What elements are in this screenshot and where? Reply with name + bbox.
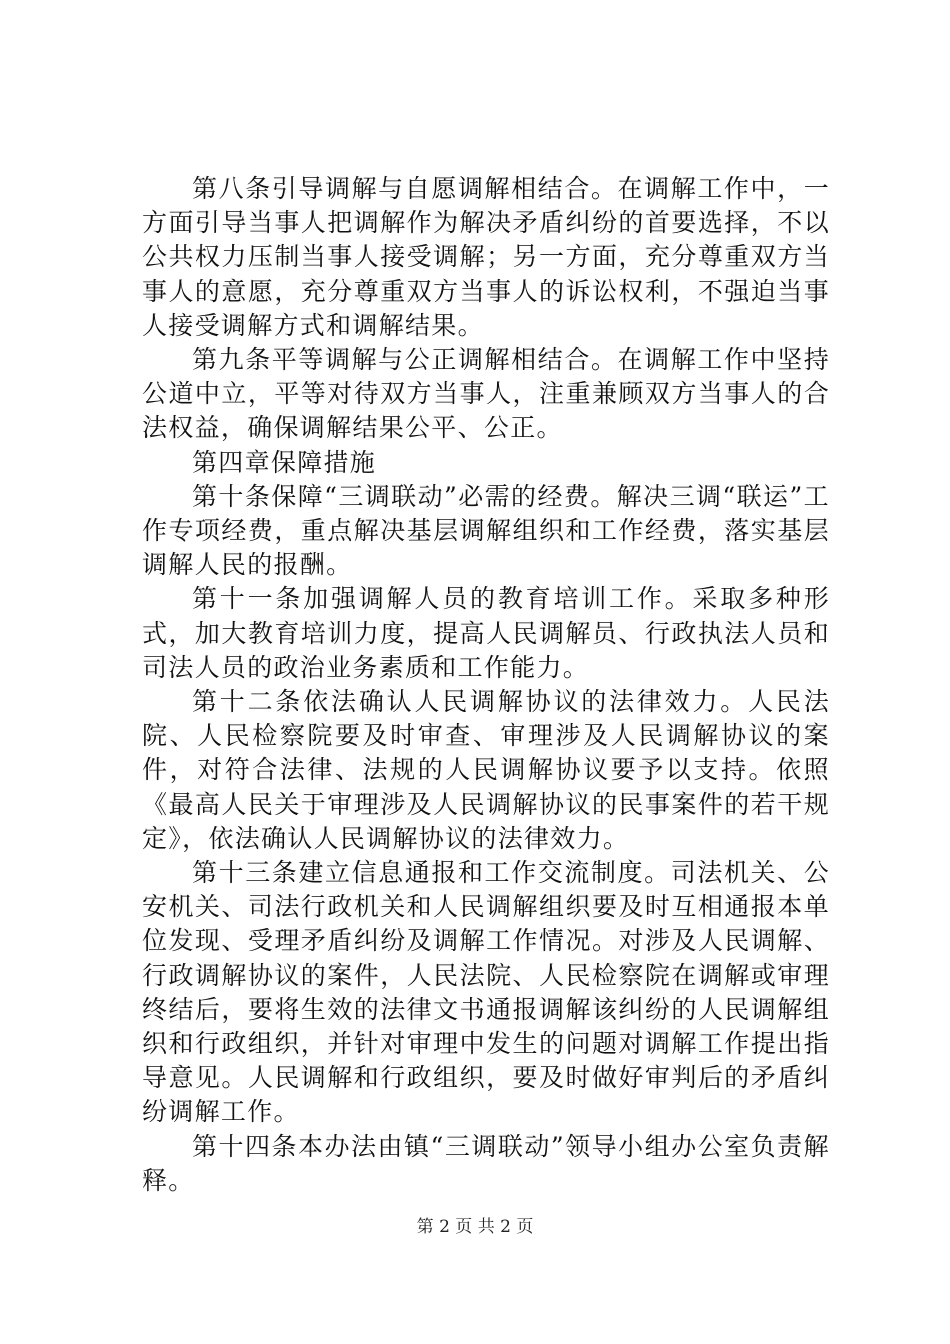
chapter-heading: 第四章保障措施 [192,447,377,477]
paragraph-article-8: 第八条引导调解与自愿调解相结合。在调解工作中，一方面引导当事人把调解作为解决矛盾纠纷的首要选择，不以公共权力压制当事人接受调解；另一方面，充分尊重双方当事人的意愿，充分尊重双方当事人的诉讼权利，不强迫当事人接受调解方式和调解结果。 [142,174,830,340]
paragraph-article-14: 第十四条本办法由镇“三调联动”领导小组办公室负责解释。 [142,1131,830,1195]
page-footer: 第 2 页 共 2 页 [416,1217,534,1237]
document-body [142,172,830,1198]
paragraph-article-9: 第九条平等调解与公正调解相结合。在调解工作中坚持公道中立，平等对待双方当事人，注重兼顾双方当事人的合法权益，确保调解结果公平、公正。 [142,345,830,443]
paragraph-article-12: 第十二条依法确认人民调解协议的法律效力。人民法院、人民检察院要及时审查、审理涉及人民调解协议的案件，对符合法律、法规的人民调解协议要予以支持。依照《最高人民关于审理涉及人民调解协议的民事案件的若干规定》，依法确认人民调解协议的法律效力。 [142,687,830,853]
paragraph-article-10: 第十条保障“三调联动”必需的经费。解决三调“联运”工作专项经费，重点解决基层调解组织和工作经费，落实基层调解人民的报酬。 [142,481,830,580]
paragraph-article-13: 第十三条建立信息通报和工作交流制度。司法机关、公安机关、司法行政机关和人民调解组织要及时互相通报本单位发现、受理矛盾纠纷及调解工作情况。对涉及人民调解、行政调解协议的案件，人民法院、人民检察院在调解或审理终结后，要将生效的法律文书通报调解该纠纷的人民调解组织和行政组织，并针对审理中发生的问题对调解工作提出指导意见。人民调解和行政组织，要及时做好审判后的矛盾纠纷调解工作。 [142,858,830,1127]
paragraph-article-11: 第十一条加强调解人员的教育培训工作。采取多种形式，加大教育培训力度，提高人民调解员、行政执法人员和司法人员的政治业务素质和工作能力。 [142,584,830,682]
